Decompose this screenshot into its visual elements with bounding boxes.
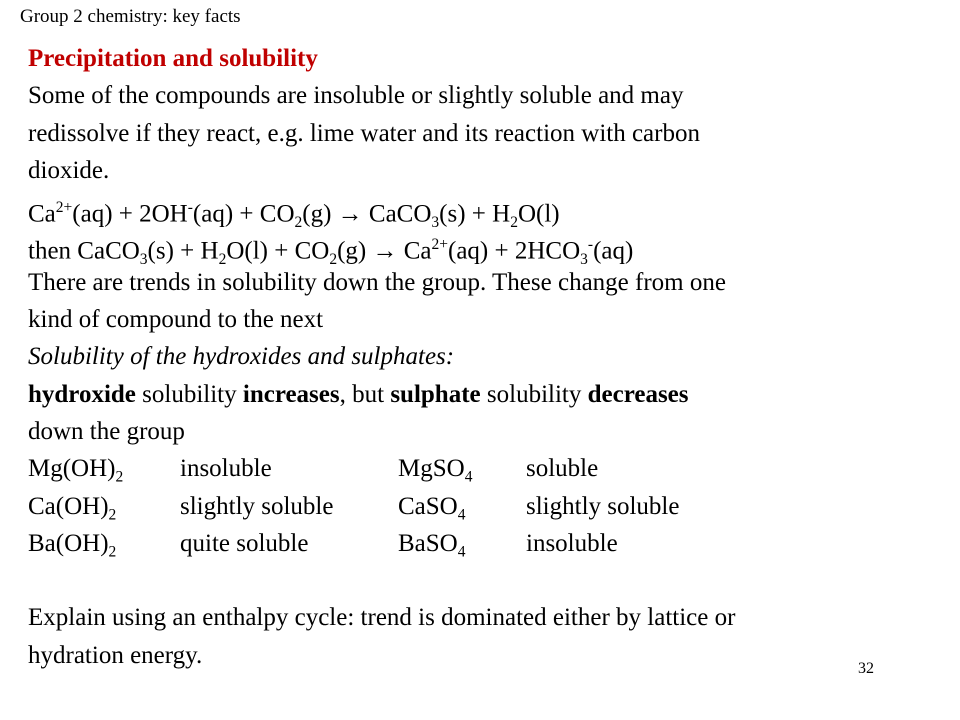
subscript: 3 [139, 251, 148, 269]
sulphate-solubility: soluble [526, 455, 599, 483]
slide-header-title: Group 2 chemistry: key facts [20, 6, 241, 27]
subscript: 4 [457, 543, 466, 561]
hydroxide-solubility: quite soluble [180, 529, 309, 557]
equation-limewater-precipitation [28, 189, 943, 232]
paragraph-line: hydration energy. [28, 641, 203, 669]
solubility-row-magnesium [28, 450, 943, 487]
subscript: 2 [329, 251, 338, 269]
sulphate-solubility: slightly soluble [526, 492, 680, 520]
text-run: Mg(OH) [28, 455, 116, 483]
paragraph-line: dioxide. [28, 156, 110, 184]
hydroxide-solubility: slightly soluble [180, 492, 334, 520]
solubility-row-calcium [28, 488, 943, 525]
paragraph-line: Some of the compounds are insoluble or slightly soluble and may [28, 82, 684, 110]
subscript: 2 [108, 543, 117, 561]
text-run: BaSO [398, 529, 458, 557]
text-run: (aq) + 2HCO [448, 237, 581, 265]
text-run: (aq) + CO [192, 200, 295, 228]
text-run: (s) + H [147, 237, 219, 265]
bold-text: increases [242, 380, 340, 408]
subscript: 2 [510, 214, 518, 232]
text-run: Ca [28, 200, 56, 228]
subscript: 2 [294, 214, 303, 232]
text-run: then CaCO [28, 237, 140, 265]
bold-text: sulphate [390, 380, 481, 408]
superscript: 2+ [55, 199, 73, 217]
subscript: 3 [580, 251, 588, 269]
subscript: 2 [115, 468, 124, 486]
subscript: 4 [464, 468, 473, 486]
hydroxide-formula [28, 525, 180, 571]
bold-text: hydroxide [28, 380, 136, 408]
subscript: 2 [218, 251, 227, 269]
text-run: solubility [135, 380, 243, 408]
text-run: , but [339, 380, 391, 408]
slide-body [28, 40, 943, 674]
paragraph-line: There are trends in solubility down the group. These change from one [28, 268, 726, 296]
superscript: - [187, 199, 193, 217]
bold-text: decreases [587, 380, 689, 408]
text-run: MgSO [398, 455, 465, 483]
sulphate-formula [398, 525, 526, 571]
equation-limewater-redissolve [28, 226, 943, 269]
text-run: solubility [480, 380, 588, 408]
text-run: (s) + H [439, 200, 511, 228]
section-heading: Precipitation and solubility [28, 45, 318, 72]
superscript: 2+ [431, 236, 448, 254]
text-run: (g) → Ca [337, 237, 432, 265]
subheading-italic: Solubility of the hydroxides and sulphates: [28, 343, 455, 371]
hydroxide-solubility: insoluble [180, 455, 272, 483]
page-number: 32 [858, 660, 874, 677]
text-run: (g) → CaCO [302, 200, 432, 228]
sulphate-solubility: insoluble [526, 529, 618, 557]
trend-statement-continued: down the group [28, 417, 185, 445]
text-run: O(l) + CO [226, 237, 330, 265]
paragraph-line: redissolve if they react, e.g. lime water and its reaction with carbon [28, 119, 700, 147]
text-run: (aq) [593, 237, 634, 265]
subscript: 3 [431, 214, 440, 232]
subscript: 2 [108, 506, 117, 524]
superscript: - [587, 236, 594, 254]
trend-statement [28, 376, 943, 413]
paragraph-line: Explain using an enthalpy cycle: trend is dominated either by lattice or [28, 604, 736, 632]
text-run: (aq) + 2OH [72, 200, 188, 228]
text-run: Ca(OH) [28, 492, 109, 520]
paragraph-line: kind of compound to the next [28, 306, 324, 334]
text-run: Ba(OH) [28, 529, 109, 557]
solubility-row-barium [28, 525, 943, 562]
text-run: O(l) [517, 200, 560, 228]
text-run: CaSO [398, 492, 458, 520]
subscript: 4 [457, 506, 466, 524]
